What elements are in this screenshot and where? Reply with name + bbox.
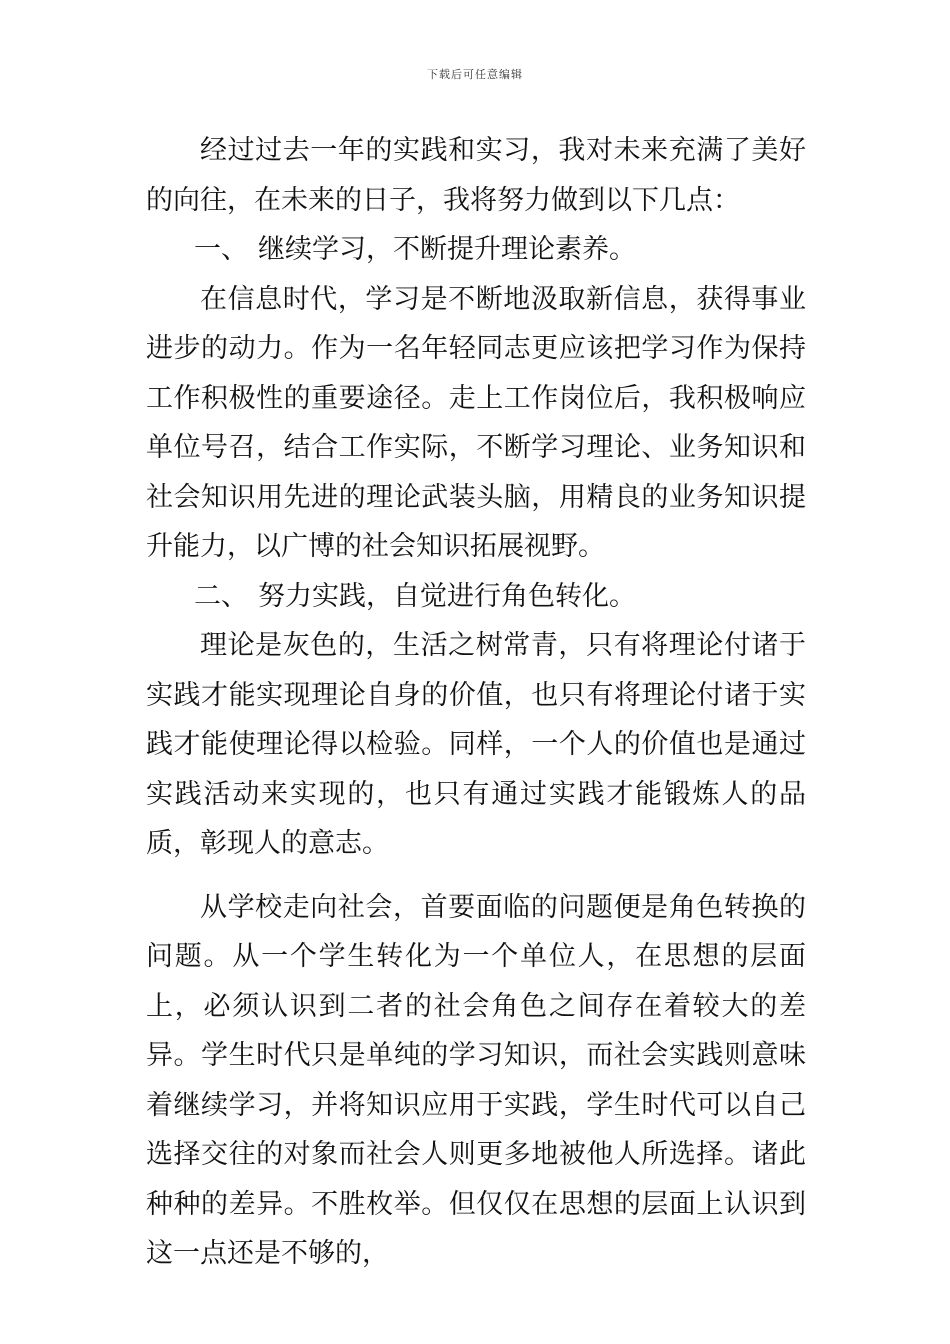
header-note: 下载后可任意编辑 xyxy=(427,68,523,81)
section-title-1: 继续学习，不断提升理论素养。 xyxy=(258,234,636,265)
section-number-2: 二、 xyxy=(194,580,248,612)
section2-paragraph-1: 理论是灰色的，生活之树常青，只有将理论付诸于实践才能实现理论自身的价值，也只有将理论付诸于实践才能使理论得以检验。同样，一个人的价值也是通过实践活动来实现的，也只有通过实践才能锻炼人的品质，彰现人的意志。 xyxy=(146,630,806,859)
section-heading-2 xyxy=(146,572,806,622)
section-title-2: 努力实践，自觉进行角色转化。 xyxy=(258,580,636,612)
section1-paragraph: 在信息时代，学习是不断地汲取新信息，获得事业进步的动力。作为一名年轻同志更应该把学习作为保持工作积极性的重要途径。走上工作岗位后，我积极响应单位号召，结合工作实际，不断学习理论、业务知识和社会知识用先进的理论武装头脑，用精良的业务知识提升能力，以广博的社会知识拓展视野。 xyxy=(146,283,806,562)
document-body xyxy=(146,126,806,1279)
intro-paragraph: 经过过去一年的实践和实习，我对未来充满了美好的向往，在未来的日子，我将努力做到以下几点： xyxy=(146,135,806,216)
section2-paragraph-2: 从学校走向社会，首要面临的问题便是角色转换的问题。从一个学生转化为一个单位人，在思想的层面上，必须认识到二者的社会角色之间存在着较大的差异。学生时代只是单纯的学习知识，而社会实践则意味着继续学习，并将知识应用于实践，学生时代可以自己选择交往的对象而社会人则更多地被他人所选择。诸此种种的差异。不胜枚举。但仅仅在思想的层面上认识到这一点还是不够的， xyxy=(146,891,806,1269)
section-number-1: 一、 xyxy=(194,234,248,265)
paragraph-gap xyxy=(146,869,806,883)
section-heading-1 xyxy=(146,225,806,275)
